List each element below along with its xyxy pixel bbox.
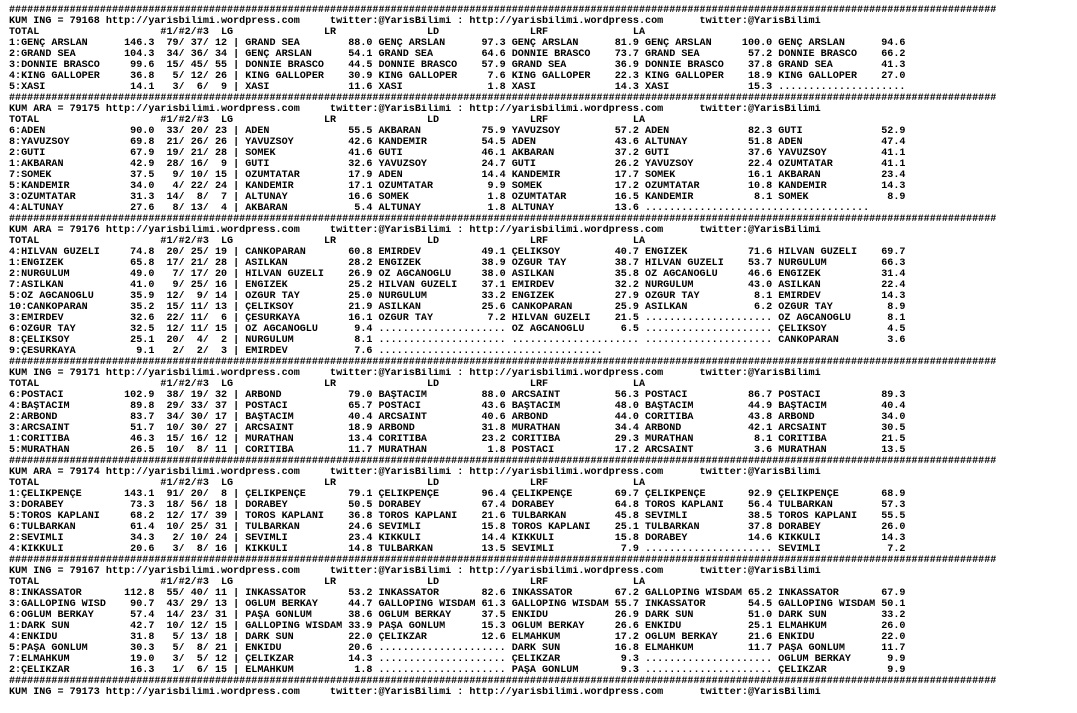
- separator-line: ###################################################################################################################################################################: [9, 214, 997, 225]
- horse-stats-row: 9:ÇESURKAYA 9.1 2/ 2/ 3 | EMİRDEV 7.6 .....................................: [9, 346, 603, 357]
- horse-stats-row: 3:DORABEY 73.3 18/ 56/ 18 | DORABEY 50.5 DORABEY 67.4 DORABEY 64.8 TOROS KAPLANI 56.4 TULBARKAN 57.3: [9, 500, 906, 511]
- horse-stats-row: 2:NURGÜLÜM 49.0 7/ 17/ 20 | HİLVAN GÜZELİ 26.9 ÖZ AĞCANOĞLU 38.0 ASİLKAN 35.8 ÖZ AĞCANOĞLU 46.6 ENGİZEK 31.4: [9, 269, 906, 280]
- horse-stats-row: 8:INKASSATOR 112.8 55/ 40/ 11 | INKASSATOR 53.2 INKASSATOR 82.6 INKASSATOR 67.2 GALLOPING WISDAM 65.2 INKASSATOR 67.9: [9, 588, 906, 599]
- horse-stats-row: 5:KANDEMİR 34.0 4/ 22/ 24 | KANDEMİR 17.1 ÖZÜMTATAR 9.9 SÖMEK 17.2 ÖZÜMTATAR 10.8 KANDEMİR 14.3: [9, 181, 906, 192]
- column-header-line: TOTAL #1/#2/#3 LG LR LD LRF LA: [9, 379, 646, 390]
- horse-stats-row: 7:ELMAHKUM 19.0 3/ 5/ 12 | ÇELİKZAR 14.3 ..................... ÇELİKZAR 9.3 ..................... OĞLUM BERKAY 9.9: [9, 654, 906, 665]
- horse-stats-row: 6:POSTACI 102.9 38/ 19/ 32 | ARBOND 79.0 BAŞTACIM 88.0 ARCSAINT 56.3 POSTACI 86.7 POSTACI 89.3: [9, 390, 906, 401]
- column-header-line: TOTAL #1/#2/#3 LG LR LD LRF LA: [9, 236, 646, 247]
- horse-stats-row: 6:OĞLUM BERKAY 57.4 14/ 23/ 31 | PAŞA GÖNLÜM 38.6 OĞLUM BERKAY 37.5 ENKİDU 26.9 DARK SUN 51.0 DARK SUN 33.2: [9, 610, 906, 621]
- horse-stats-row: 4:ALTUNAY 27.6 8/ 13/ 4 | AKBARAN 5.4 ALTUNAY 1.8 ALTUNAY 13.6 .....................................: [9, 203, 870, 214]
- horse-stats-row: 2:SEVİMLİ 34.3 2/ 10/ 24 | SEVİMLİ 23.4 KIKKULİ 14.4 KIKKULİ 15.8 DORABEY 14.6 KIKKULİ 14.3: [9, 533, 906, 544]
- horse-stats-row: 3:GALLOPING WISD 90.7 43/ 29/ 13 | OĞLUM BERKAY 44.7 GALLOPING WISDAM 61.3 GALLOPING WISDAM 55.7 INKASSATOR 54.5 GALLOPING WISDAM 50.1: [9, 599, 906, 610]
- race-header-line: KUM ARA = 79176 http://yarisbilimi.wordpress.com twitter:@YarisBilimi : http://yarisbilimi.wordpress.com twitter:@YarisBilimi: [9, 225, 821, 236]
- column-header-line: TOTAL #1/#2/#3 LG LR LD LRF LA: [9, 27, 646, 38]
- horse-stats-row: 8:YAVUZSOY 69.8 21/ 26/ 26 | YAVUZSOY 42.6 KANDEMİR 54.5 ADEN 43.6 ALTUNAY 51.8 ADEN 47.4: [9, 137, 906, 148]
- horse-stats-row: 5:PAŞA GÖNLÜM 30.3 5/ 8/ 21 | ENKİDU 20.6 ..................... DARK SUN 16.8 ELMAHKUM 11.7 PAŞA GÖNLÜM 11.7: [9, 643, 906, 654]
- horse-stats-row: 5:ÖZ AĞCANOĞLU 35.9 12/ 9/ 14 | ÖZGÜR TAY 25.0 NURGÜLÜM 33.2 ENGİZEK 27.9 ÖZGÜR TAY 8.1 EMİRDEV 14.3: [9, 291, 906, 302]
- horse-stats-row: 4:HİLVAN GÜZELİ 74.8 20/ 25/ 19 | CANKOPARAN 60.8 EMİRDEV 49.1 ÇELİKSOY 40.7 ENGİZEK 71.6 HİLVAN GÜZELİ 69.7: [9, 247, 906, 258]
- horse-stats-row: 1:CORITIBA 46.3 15/ 16/ 12 | MURATHAN 13.4 CORITIBA 23.2 CORITIBA 29.3 MURATHAN 8.1 CORITIBA 21.5: [9, 434, 906, 445]
- horse-stats-row: 2:ARBOND 83.7 34/ 30/ 17 | BAŞTACIM 40.4 ARCSAINT 40.6 ARBOND 44.0 CORITIBA 43.8 ARBOND 34.0: [9, 412, 906, 423]
- race-header-line: KUM ARA = 79174 http://yarisbilimi.wordpress.com twitter:@YarisBilimi : http://yarisbilimi.wordpress.com twitter:@YarisBilimi: [9, 467, 821, 478]
- horse-stats-row: 3:EMİRDEV 32.6 22/ 11/ 6 | ÇESURKAYA 16.1 ÖZGÜR TAY 7.2 HİLVAN GÜZELİ 21.5 ..................... ÖZ AĞCANOĞLU 8.1: [9, 313, 906, 324]
- horse-stats-row: 2:ÇELİKZAR 16.3 1/ 6/ 15 | ELMAHKUM 1.8 ..................... PAŞA GÖNLÜM 9.3 ..................... ÇELİKZAR 9.9: [9, 665, 906, 676]
- separator-line: ###################################################################################################################################################################: [9, 5, 997, 16]
- race-header-line: KUM ARA = 79175 http://yarisbilimi.wordpress.com twitter:@YarisBilimi : http://yarisbilimi.wordpress.com twitter:@YarisBilimi: [9, 104, 821, 115]
- horse-stats-row: 1:ENGİZEK 65.8 17/ 21/ 28 | ASİLKAN 28.2 ENGİZEK 38.9 ÖZGÜR TAY 38.7 HİLVAN GÜZELİ 53.7 NURGÜLÜM 66.3: [9, 258, 906, 269]
- horse-stats-row: 2:GRAND SEA 104.3 34/ 36/ 34 | GENÇ ARSLAN 54.1 GRAND SEA 64.6 DONNIE BRASCO 73.7 GRAND SEA 57.2 DONNIE BRASCO 66.2: [9, 49, 906, 60]
- horse-stats-row: 5:XASİ 14.1 3/ 6/ 9 | XASİ 11.6 XASİ 1.8 XASİ 14.3 XASİ 15.3 .....................: [9, 82, 906, 93]
- race-header-line: KUM ING = 79168 http://yarisbilimi.wordpress.com twitter:@YarisBilimi : http://yarisbilimi.wordpress.com twitter:@YarisBilimi: [9, 16, 821, 27]
- horse-stats-row: 2:GUTİ 67.9 19/ 21/ 28 | SÖMEK 41.6 GUTİ 46.1 AKBARAN 37.2 GUTİ 37.6 YAVUZSOY 41.1: [9, 148, 906, 159]
- horse-stats-row: 3:ÖZÜMTATAR 31.3 14/ 8/ 7 | ALTUNAY 16.6 SÖMEK 1.8 ÖZÜMTATAR 16.5 KANDEMİR 8.1 SÖMEK 8.9: [9, 192, 906, 203]
- horse-stats-row: 6:ADEN 90.0 33/ 20/ 23 | ADEN 55.5 AKBARAN 75.9 YAVUZSOY 57.2 ADEN 82.3 GUTİ 52.9: [9, 126, 906, 137]
- race-header-line: KUM ING = 79167 http://yarisbilimi.wordpress.com twitter:@YarisBilimi : http://yarisbilimi.wordpress.com twitter:@YarisBilimi: [9, 566, 821, 577]
- horse-stats-row: 4:ENKİDU 31.8 5/ 13/ 18 | DARK SUN 22.0 ÇELİKZAR 12.6 ELMAHKUM 17.2 OĞLUM BERKAY 21.6 ENKİDU 22.0: [9, 632, 906, 643]
- separator-line: ###################################################################################################################################################################: [9, 357, 997, 368]
- horse-stats-row: 7:SÖMEK 37.5 9/ 10/ 15 | ÖZÜMTATAR 17.9 ADEN 14.4 KANDEMİR 17.7 SÖMEK 16.1 AKBARAN 23.4: [9, 170, 906, 181]
- horse-stats-row: 8:ÇELİKSOY 25.1 20/ 4/ 2 | NURGÜLÜM 8.1 ..................... ..................... ..................... CANKOPARAN 3.6: [9, 335, 906, 346]
- column-header-line: TOTAL #1/#2/#3 LG LR LD LRF LA: [9, 577, 646, 588]
- horse-stats-row: 6:ÖZGÜR TAY 32.5 12/ 11/ 15 | ÖZ AĞCANOĞLU 9.4 ..................... ÖZ AĞCANOĞLU 6.5 ..................... ÇELİKSOY 4.5: [9, 324, 906, 335]
- horse-stats-row: 10:CANKOPARAN 35.2 15/ 11/ 13 | ÇELİKSOY 21.9 ASİLKAN 25.6 CANKOPARAN 25.9 ASİLKAN 6.2 ÖZGÜR TAY 8.9: [9, 302, 906, 313]
- horse-stats-row: 4:KIKKULİ 20.6 3/ 8/ 16 | KIKKULİ 14.8 TULBARKAN 13.5 SEVİMLİ 7.9 ..................... SEVİMLİ 7.2: [9, 544, 906, 555]
- separator-line: ###################################################################################################################################################################: [9, 555, 997, 566]
- separator-line: ###################################################################################################################################################################: [9, 676, 997, 687]
- horse-stats-row: 1:GENÇ ARSLAN 146.3 79/ 37/ 12 | GRAND SEA 88.0 GENÇ ARSLAN 97.3 GENÇ ARSLAN 81.9 GENÇ ARSLAN 100.0 GENÇ ARSLAN 94.6: [9, 38, 906, 49]
- horse-stats-row: 4:KING GALLOPER 36.8 5/ 12/ 26 | KING GALLOPER 30.9 KING GALLOPER 7.6 KING GALLOPER 22.3 KING GALLOPER 18.9 KING GALLOPER 27.0: [9, 71, 906, 82]
- horse-stats-row: 1:ÇELİKPENÇE 143.1 91/ 20/ 8 | ÇELİKPENÇE 79.1 ÇELİKPENÇE 96.4 ÇELİKPENÇE 69.7 ÇELİKPENÇE 92.9 ÇELİKPENÇE 68.9: [9, 489, 906, 500]
- horse-stats-row: 5:TOROS KAPLANI 68.2 12/ 17/ 39 | TOROS KAPLANI 36.8 TOROS KAPLANI 21.6 TULBARKAN 45.8 SEVİMLİ 38.5 TOROS KAPLANI 55.5: [9, 511, 906, 522]
- horse-stats-row: 5:MURATHAN 26.5 10/ 8/ 11 | CORITIBA 11.7 MURATHAN 1.8 POSTACI 17.2 ARCSAINT 3.6 MURATHAN 13.5: [9, 445, 906, 456]
- horse-stats-row: 3:DONNIE BRASCO 99.6 15/ 45/ 55 | DONNIE BRASCO 44.5 DONNIE BRASCO 57.9 GRAND SEA 36.9 DONNIE BRASCO 37.8 GRAND SEA 41.3: [9, 60, 906, 71]
- race-header-line: KUM ING = 79173 http://yarisbilimi.wordpress.com twitter:@YarisBilimi : http://yarisbilimi.wordpress.com twitter:@YarisBilimi: [9, 687, 821, 698]
- race-header-line: KUM ING = 79171 http://yarisbilimi.wordpress.com twitter:@YarisBilimi : http://yarisbilimi.wordpress.com twitter:@YarisBilimi: [9, 368, 821, 379]
- horse-stats-row: 4:BAŞTACIM 89.8 29/ 33/ 37 | POSTACI 65.7 POSTACI 43.6 BAŞTACIM 48.0 BAŞTACIM 44.9 BAŞTACIM 40.4: [9, 401, 906, 412]
- race-stats-text-document: [9, 5, 996, 698]
- horse-stats-row: 1:AKBARAN 42.9 28/ 16/ 9 | GUTİ 32.6 YAVUZSOY 24.7 GUTİ 26.2 YAVUZSOY 22.4 ÖZÜMTATAR 41.1: [9, 159, 906, 170]
- separator-line: ###################################################################################################################################################################: [9, 93, 997, 104]
- horse-stats-row: 1:DARK SUN 42.7 10/ 12/ 15 | GALLOPING WISDAM 33.9 PAŞA GÖNLÜM 15.3 OĞLUM BERKAY 26.6 ENKİDU 25.1 ELMAHKUM 26.0: [9, 621, 906, 632]
- horse-stats-row: 7:ASİLKAN 41.0 9/ 25/ 16 | ENGİZEK 25.2 HİLVAN GÜZELİ 37.1 EMİRDEV 32.2 NURGÜLÜM 43.0 ASİLKAN 22.4: [9, 280, 906, 291]
- column-header-line: TOTAL #1/#2/#3 LG LR LD LRF LA: [9, 478, 646, 489]
- separator-line: ###################################################################################################################################################################: [9, 456, 997, 467]
- horse-stats-row: 6:TULBARKAN 61.4 10/ 25/ 31 | TULBARKAN 24.6 SEVİMLİ 15.8 TOROS KAPLANI 25.1 TULBARKAN 37.8 DORABEY 26.0: [9, 522, 906, 533]
- horse-stats-row: 3:ARCSAINT 51.7 10/ 30/ 27 | ARCSAINT 18.9 ARBOND 31.8 MURATHAN 34.4 ARBOND 42.1 ARCSAINT 30.5: [9, 423, 906, 434]
- column-header-line: TOTAL #1/#2/#3 LG LR LD LRF LA: [9, 115, 646, 126]
